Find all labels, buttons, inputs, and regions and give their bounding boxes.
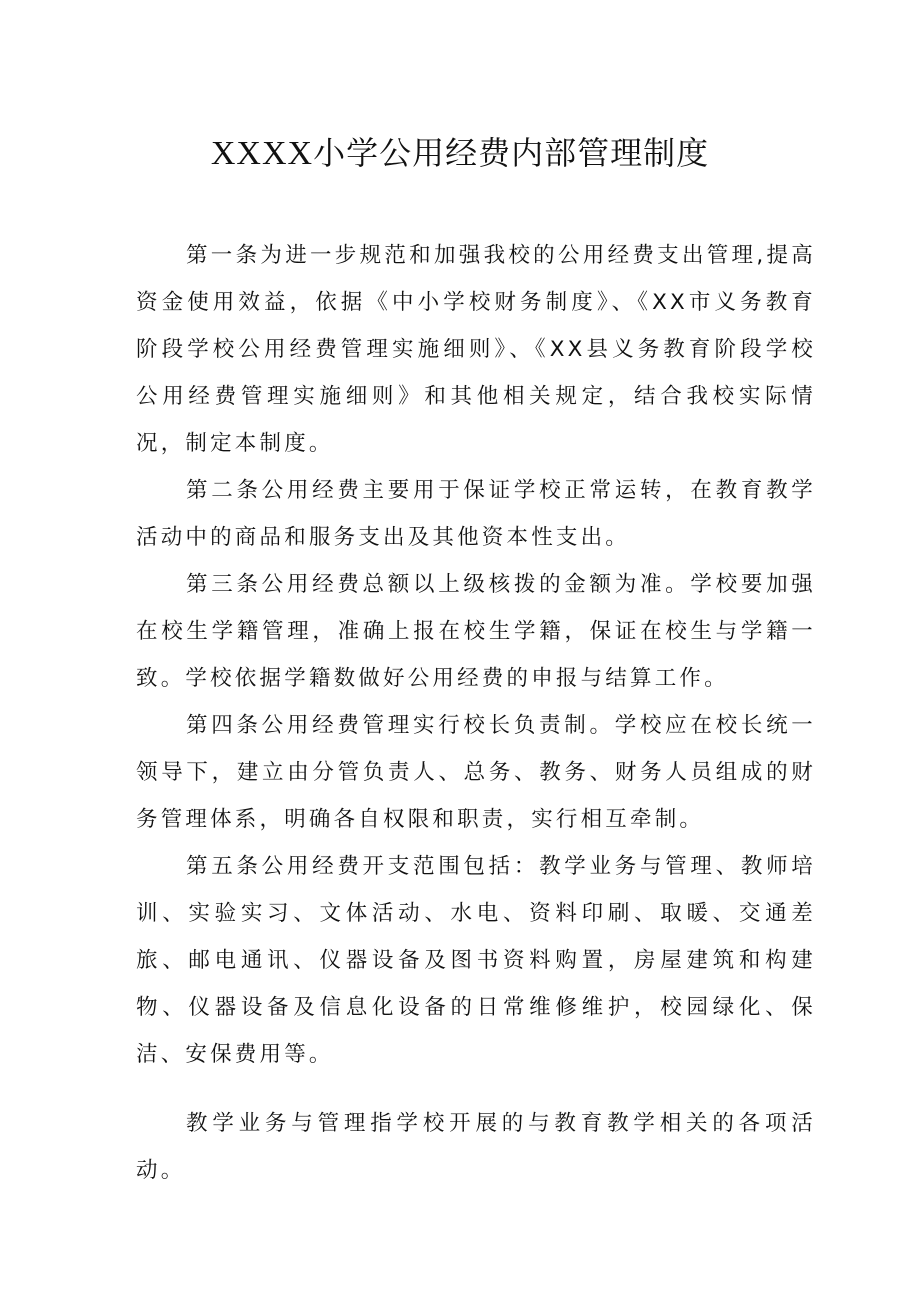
paragraph-article-2: 第二条公用经费主要用于保证学校正常运转，在教育教学活动中的商品和服务支出及其他资本性支出。: [136, 478, 816, 550]
paragraph-article-1: 第一条为进一步规范和加强我校的公用经费支出管理,提高资金使用效益，依据《中小学校财务制度》、《XX市义务教育阶段学校公用经费管理实施细则》、《XX县义务教育阶段学校公用经费管理实施细则》和其他相关规定，结合我校实际情况，制定本制度。: [136, 243, 816, 456]
paragraph-article-3: 第三条公用经费总额以上级核拨的金额为准。学校要加强在校生学籍管理，准确上报在校生学籍，保证在校生与学籍一致。学校依据学籍数做好公用经费的申报与结算工作。: [136, 572, 816, 691]
title-prefix: XXXX: [210, 135, 314, 172]
paragraph-gap: [136, 1078, 816, 1100]
paragraph-article-5: 第五条公用经费开支范围包括：教学业务与管理、教师培训、实验实习、文体活动、水电、资料印刷、取暖、交通差旅、邮电通讯、仪器设备及图书资料购置，房屋建筑和构建物、仪器设备及信息化设备的日常维修维护，校园绿化、保洁、安保费用等。: [136, 854, 816, 1067]
document-title: [0, 128, 920, 179]
paragraph-teaching-management: 教学业务与管理指学校开展的与教育教学相关的各项活动。: [136, 1111, 816, 1183]
paragraph-article-4: 第四条公用经费管理实行校长负责制。学校应在校长统一领导下，建立由分管负责人、总务、教务、财务人员组成的财务管理体系，明确各自权限和职责，实行相互牵制。: [136, 713, 816, 832]
title-text: 小学公用经费内部管理制度: [313, 134, 710, 172]
document-body: [136, 232, 816, 1194]
